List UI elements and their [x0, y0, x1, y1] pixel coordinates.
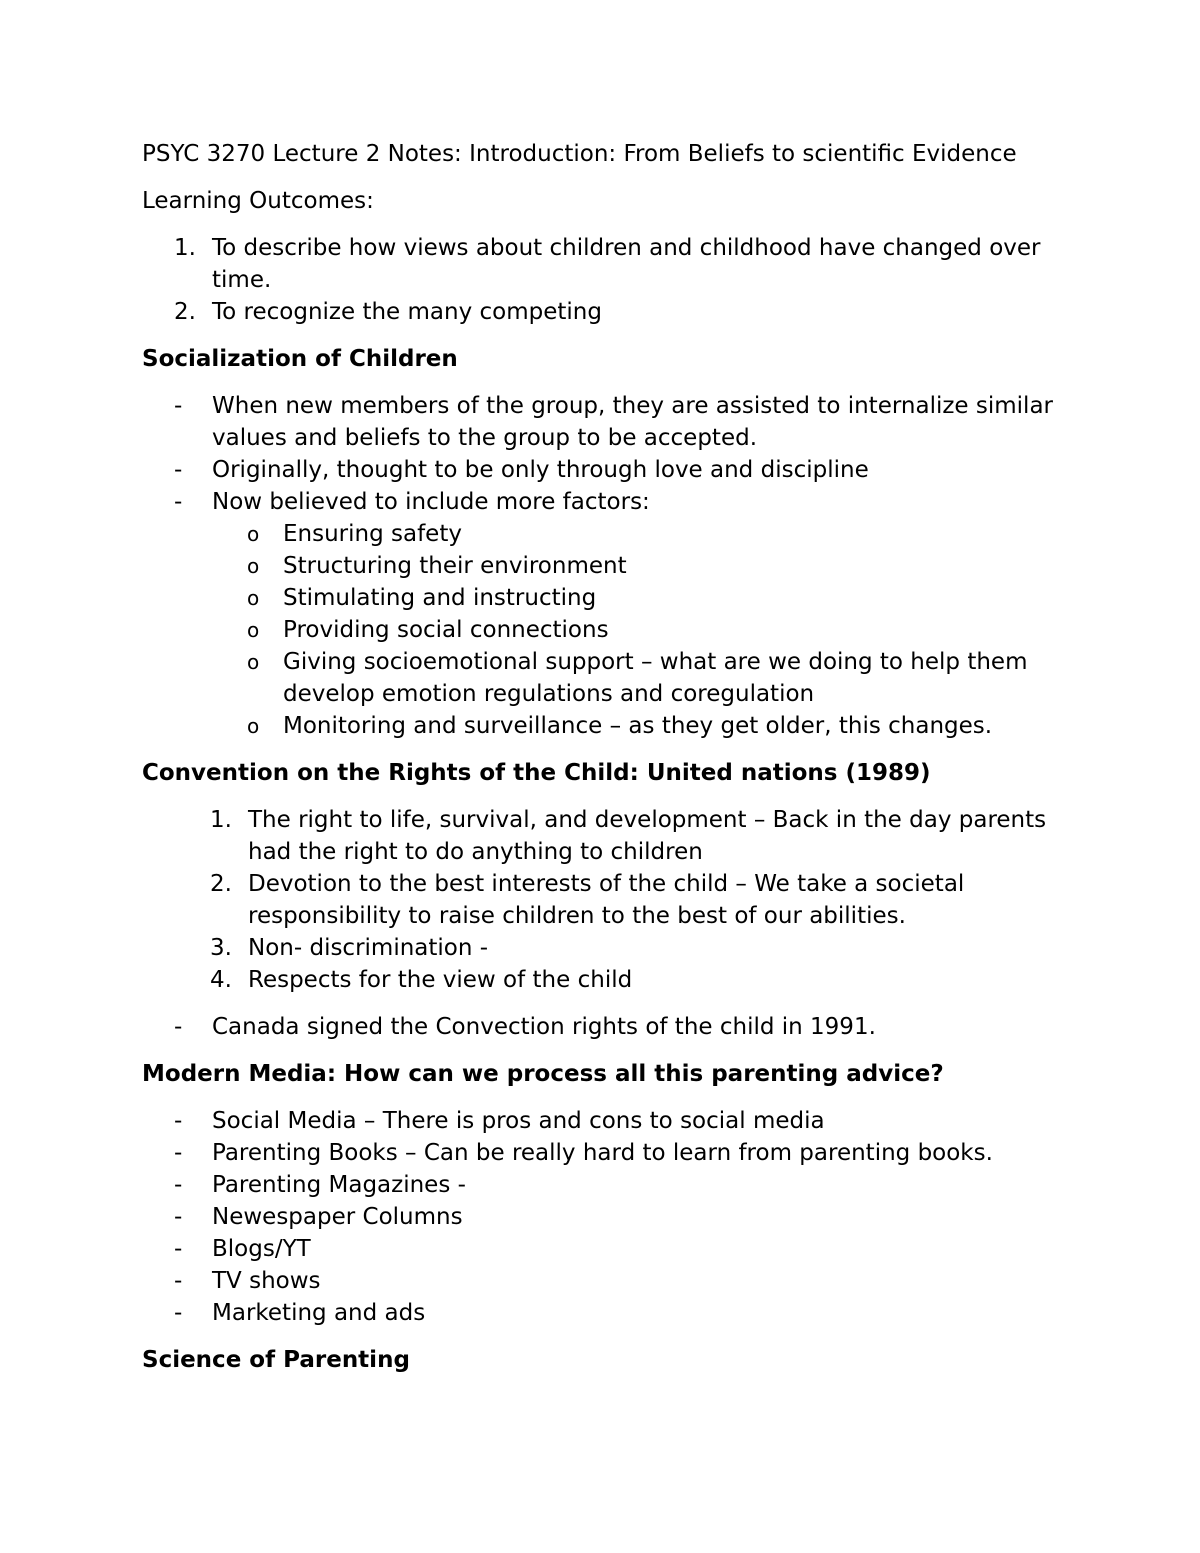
- sub-list-item: o Monitoring and surveillance – as they get older, this changes.: [247, 713, 993, 739]
- list-item: - Parenting Books – Can be really hard to learn from parenting books.: [174, 1140, 993, 1166]
- media-list: [142, 1105, 1072, 1329]
- sub-list-item: o Giving socioemotional support – what are we doing to help them develop emotion regulations and coregulation: [247, 649, 1028, 707]
- list-item: - Marketing and ads: [174, 1300, 426, 1326]
- sub-list-item: o Providing social connections: [247, 617, 609, 643]
- list-item: 3. Non- discrimination -: [210, 935, 489, 961]
- section-heading-convention: Convention on the Rights of the Child: United nations (1989): [142, 760, 931, 786]
- list-item: - When new members of the group, they are assisted to internalize similar values and beliefs to the group to be accepted.: [174, 393, 1053, 451]
- page-title: PSYC 3270 Lecture 2 Notes: Introduction: From Beliefs to scientific Evidence: [142, 141, 1017, 167]
- sub-list-item: o Stimulating and instructing: [247, 585, 597, 611]
- convention-list: [142, 804, 1072, 996]
- section-heading-socialization: Socialization of Children: [142, 346, 458, 372]
- list-item: - Canada signed the Convection rights of the child in 1991.: [174, 1014, 876, 1040]
- list-item: - Social Media – There is pros and cons to social media: [174, 1108, 825, 1134]
- list-item: - TV shows: [174, 1268, 321, 1294]
- learning-outcomes-list: [142, 232, 1072, 328]
- list-item: - Parenting Magazines -: [174, 1172, 466, 1198]
- socialization-list: [142, 390, 1072, 742]
- document-content: [142, 138, 1072, 1391]
- list-item: - Now believed to include more factors:: [174, 489, 650, 515]
- section-heading-science: Science of Parenting: [142, 1347, 410, 1373]
- sub-list-item: o Ensuring safety: [247, 521, 462, 547]
- sub-list-item: o Structuring their environment: [247, 553, 627, 579]
- list-item: 4. Respects for the view of the child: [210, 967, 633, 993]
- list-item: - Originally, thought to be only through love and discipline: [174, 457, 869, 483]
- list-item: - Newespaper Columns: [174, 1204, 463, 1230]
- convention-note-list: [142, 1011, 1072, 1043]
- list-item: 1. The right to life, survival, and development – Back in the day parents had the right to do anything to children: [210, 807, 1047, 865]
- list-item: - Blogs/YT: [174, 1236, 311, 1262]
- list-item: 1. To describe how views about children and childhood have changed over time.: [174, 235, 1041, 293]
- list-item: 2. Devotion to the best interests of the child – We take a societal responsibility to raise children to the best of our abilities.: [210, 871, 965, 929]
- section-heading-media: Modern Media: How can we process all this parenting advice?: [142, 1061, 944, 1087]
- list-item: 2. To recognize the many competing: [174, 299, 602, 325]
- learning-outcomes-label: Learning Outcomes:: [142, 188, 374, 214]
